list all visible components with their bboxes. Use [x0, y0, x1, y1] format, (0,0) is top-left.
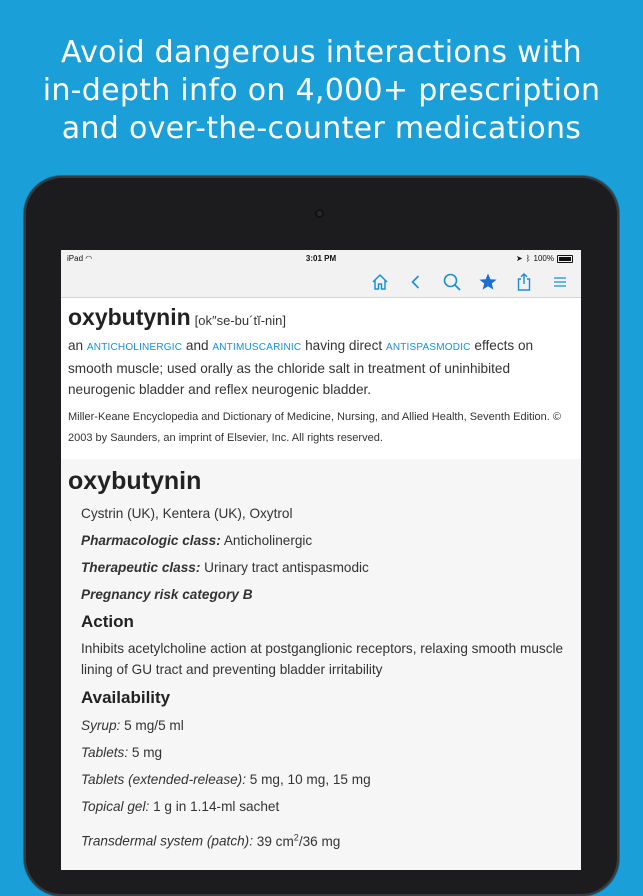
- citation: Miller-Keane Encyclopedia and Dictionary of Medicine, Nursing, and Allied Health, Seventh Edition. © 2003 by Saunders, an imprint of Elsevier, Inc. All rights reserved.: [68, 411, 561, 444]
- superscript: 2: [293, 832, 299, 842]
- availability-value-main: 39 cm: [256, 833, 294, 849]
- menu-icon: [550, 272, 570, 292]
- entry-definition: [68, 335, 573, 400]
- availability-label: Transdermal system (patch):: [81, 833, 253, 849]
- availability-label: Topical gel:: [81, 799, 150, 814]
- promo-headline: [0, 34, 643, 148]
- link-antimuscarinic[interactable]: ANTIMUSCARINIC: [212, 342, 302, 353]
- link-antispasmodic[interactable]: ANTISPASMODIC: [385, 342, 471, 353]
- def-text: effects on smooth muscle; used orally as the chloride salt in treatment of uninhibited neurogenic bladder and reflex neurogenic bladder.: [68, 338, 534, 397]
- availability-item: [81, 798, 573, 816]
- action-text: Inhibits acetylcholine action at postganglionic receptors, relaxing smooth muscle lining of GU tract and preventing bladder irritability: [81, 641, 564, 677]
- pharmacologic-class-value: Anticholinergic: [223, 533, 313, 548]
- toolbar: [61, 267, 581, 298]
- therapeutic-class-value: Urinary tract antispasmodic: [204, 560, 369, 575]
- headline-line-3: and over-the-counter medications: [61, 111, 582, 146]
- entry-term: oxybutynin: [68, 304, 191, 330]
- drug-body: [68, 505, 573, 851]
- pregnancy-category: [81, 586, 573, 604]
- action-heading: Action: [81, 612, 134, 631]
- app-screen: [61, 250, 581, 870]
- location-icon: ➤: [516, 254, 523, 263]
- entry-heading: [68, 304, 573, 331]
- availability-value: 5 mg: [131, 745, 163, 760]
- drug-term: oxybutynin: [68, 467, 202, 495]
- pregnancy-category-label: Pregnancy risk category B: [81, 587, 253, 602]
- bluetooth-icon: ᛒ: [525, 254, 531, 263]
- home-button[interactable]: [367, 269, 393, 295]
- availability-value: [257, 834, 341, 849]
- link-anticholinergic[interactable]: ANTICHOLINERGIC: [86, 342, 183, 353]
- battery-icon: [557, 255, 573, 263]
- therapeutic-class: [81, 559, 573, 577]
- dictionary-entry: [61, 298, 581, 459]
- headline-line-1: Avoid dangerous interactions with: [61, 35, 582, 70]
- availability-label: Tablets:: [81, 745, 129, 760]
- availability-heading: Availability: [81, 688, 171, 707]
- pharmacologic-class: [81, 532, 573, 550]
- availability-value: 5 mg/5 ml: [124, 718, 184, 733]
- status-bar: [61, 250, 581, 267]
- availability-item: [81, 771, 573, 789]
- pronunciation: [ok″se-bu´tĭ-nin]: [194, 313, 286, 328]
- therapeutic-class-label: Therapeutic class:: [81, 560, 201, 575]
- back-icon: [406, 272, 426, 292]
- def-text: and: [185, 338, 209, 353]
- availability-label: Tablets (extended-release):: [81, 772, 246, 787]
- battery-percent: 100%: [533, 254, 554, 263]
- ipad-device-frame: [24, 176, 619, 896]
- share-button[interactable]: [511, 269, 537, 295]
- wifi-icon: ◠: [85, 254, 93, 263]
- home-icon: [370, 272, 390, 292]
- camera-icon: [315, 209, 324, 218]
- brand-names: Cystrin (UK), Kentera (UK), Oxytrol: [81, 506, 293, 521]
- star-icon: [478, 272, 498, 292]
- pharmacologic-class-label: Pharmacologic class:: [81, 533, 221, 548]
- status-time: 3:01 PM: [305, 254, 337, 263]
- back-button[interactable]: [403, 269, 429, 295]
- availability-item: [81, 744, 573, 762]
- menu-button[interactable]: [547, 269, 573, 295]
- def-text: having direct: [305, 338, 383, 353]
- search-icon: [442, 272, 462, 292]
- availability-value: 5 mg, 10 mg, 15 mg: [249, 772, 371, 787]
- availability-item: [81, 828, 573, 851]
- availability-value-rest: /36 mg: [298, 833, 341, 849]
- share-icon: [514, 272, 534, 292]
- search-button[interactable]: [439, 269, 465, 295]
- availability-label: Syrup:: [81, 718, 121, 733]
- favorite-button[interactable]: [475, 269, 501, 295]
- availability-value: 1 g in 1.14-ml sachet: [153, 799, 280, 814]
- def-text: an: [68, 338, 84, 353]
- drug-monograph: [61, 459, 581, 851]
- status-right: [516, 254, 573, 263]
- availability-item: [81, 717, 573, 735]
- headline-line-2: in-depth info on 4,000+ prescription: [42, 73, 601, 108]
- device-name: iPad: [67, 254, 84, 263]
